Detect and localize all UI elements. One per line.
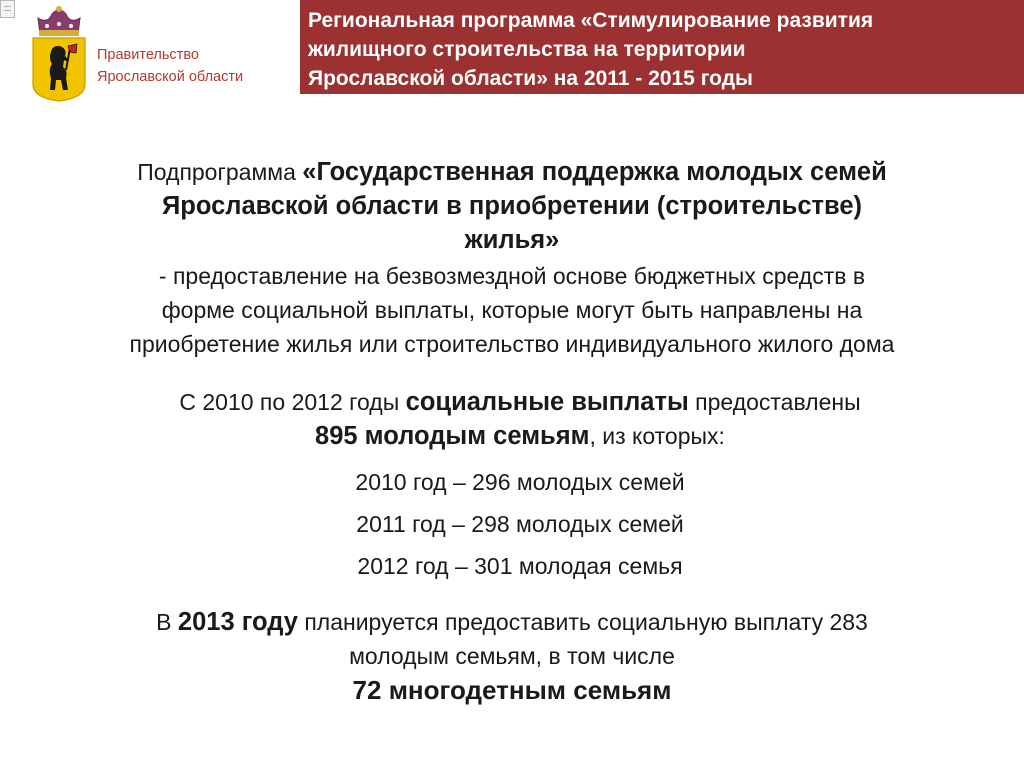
description-line3: приобретение жилья или строительство индивидуального жилого дома <box>129 331 895 357</box>
coat-of-arms-icon <box>30 4 88 102</box>
plan-2013 <box>0 605 1024 707</box>
list-item: 2011 год – 298 молодых семей <box>356 511 684 537</box>
summary-text-3: , из которых: <box>589 423 725 449</box>
slide-corner-marker <box>0 0 15 18</box>
yearly-breakdown-list <box>0 461 1024 587</box>
program-title-line2: жилищного строительства на территории <box>308 38 746 61</box>
description-line1: - предоставление на безвозмездной основе бюджетных средств в <box>158 263 866 289</box>
plan-highlight-large-families: 72 многодетным семьям <box>352 675 672 705</box>
payments-summary <box>0 385 1024 453</box>
list-item: 2010 год – 296 молодых семей <box>355 469 685 495</box>
summary-text-1: С 2010 по 2012 годы <box>179 389 406 415</box>
plan-text-2: планируется предоставить социальную выплату 283 <box>297 609 868 635</box>
description-line2: форме социальной выплаты, которые могут быть направлены на <box>161 297 863 323</box>
org-name-line1: Правительство <box>97 47 199 63</box>
summary-highlight-payments: социальные выплаты <box>405 388 689 416</box>
subprogram-description <box>0 259 1024 361</box>
slide-body <box>0 155 1024 707</box>
list-item: 2012 год – 301 молодая семья <box>357 553 683 579</box>
subprogram-title-line3: жилья» <box>464 226 560 254</box>
plan-highlight-year: 2013 году <box>177 608 298 636</box>
plan-text-line2: молодым семьям, в том числе <box>349 643 675 669</box>
program-title-line3: Ярославской области» на 2011 - 2015 годы <box>308 67 753 90</box>
subprogram-title <box>0 155 1024 257</box>
subprogram-prefix: Подпрограмма <box>137 159 303 185</box>
plan-text-1: В <box>156 609 178 635</box>
summary-text-2: предоставлены <box>688 389 861 415</box>
program-title-banner <box>300 0 1024 94</box>
program-title-line1: Региональная программа «Стимулирование развития <box>308 9 874 32</box>
summary-highlight-families: 895 молодым семьям <box>315 422 590 450</box>
organization-name <box>97 44 243 88</box>
org-name-line2: Ярославской области <box>97 69 244 85</box>
subprogram-title-line2: Ярославской области в приобретении (строительстве) <box>161 192 863 220</box>
subprogram-title-line1: «Государственная поддержка молодых семей <box>302 158 887 186</box>
